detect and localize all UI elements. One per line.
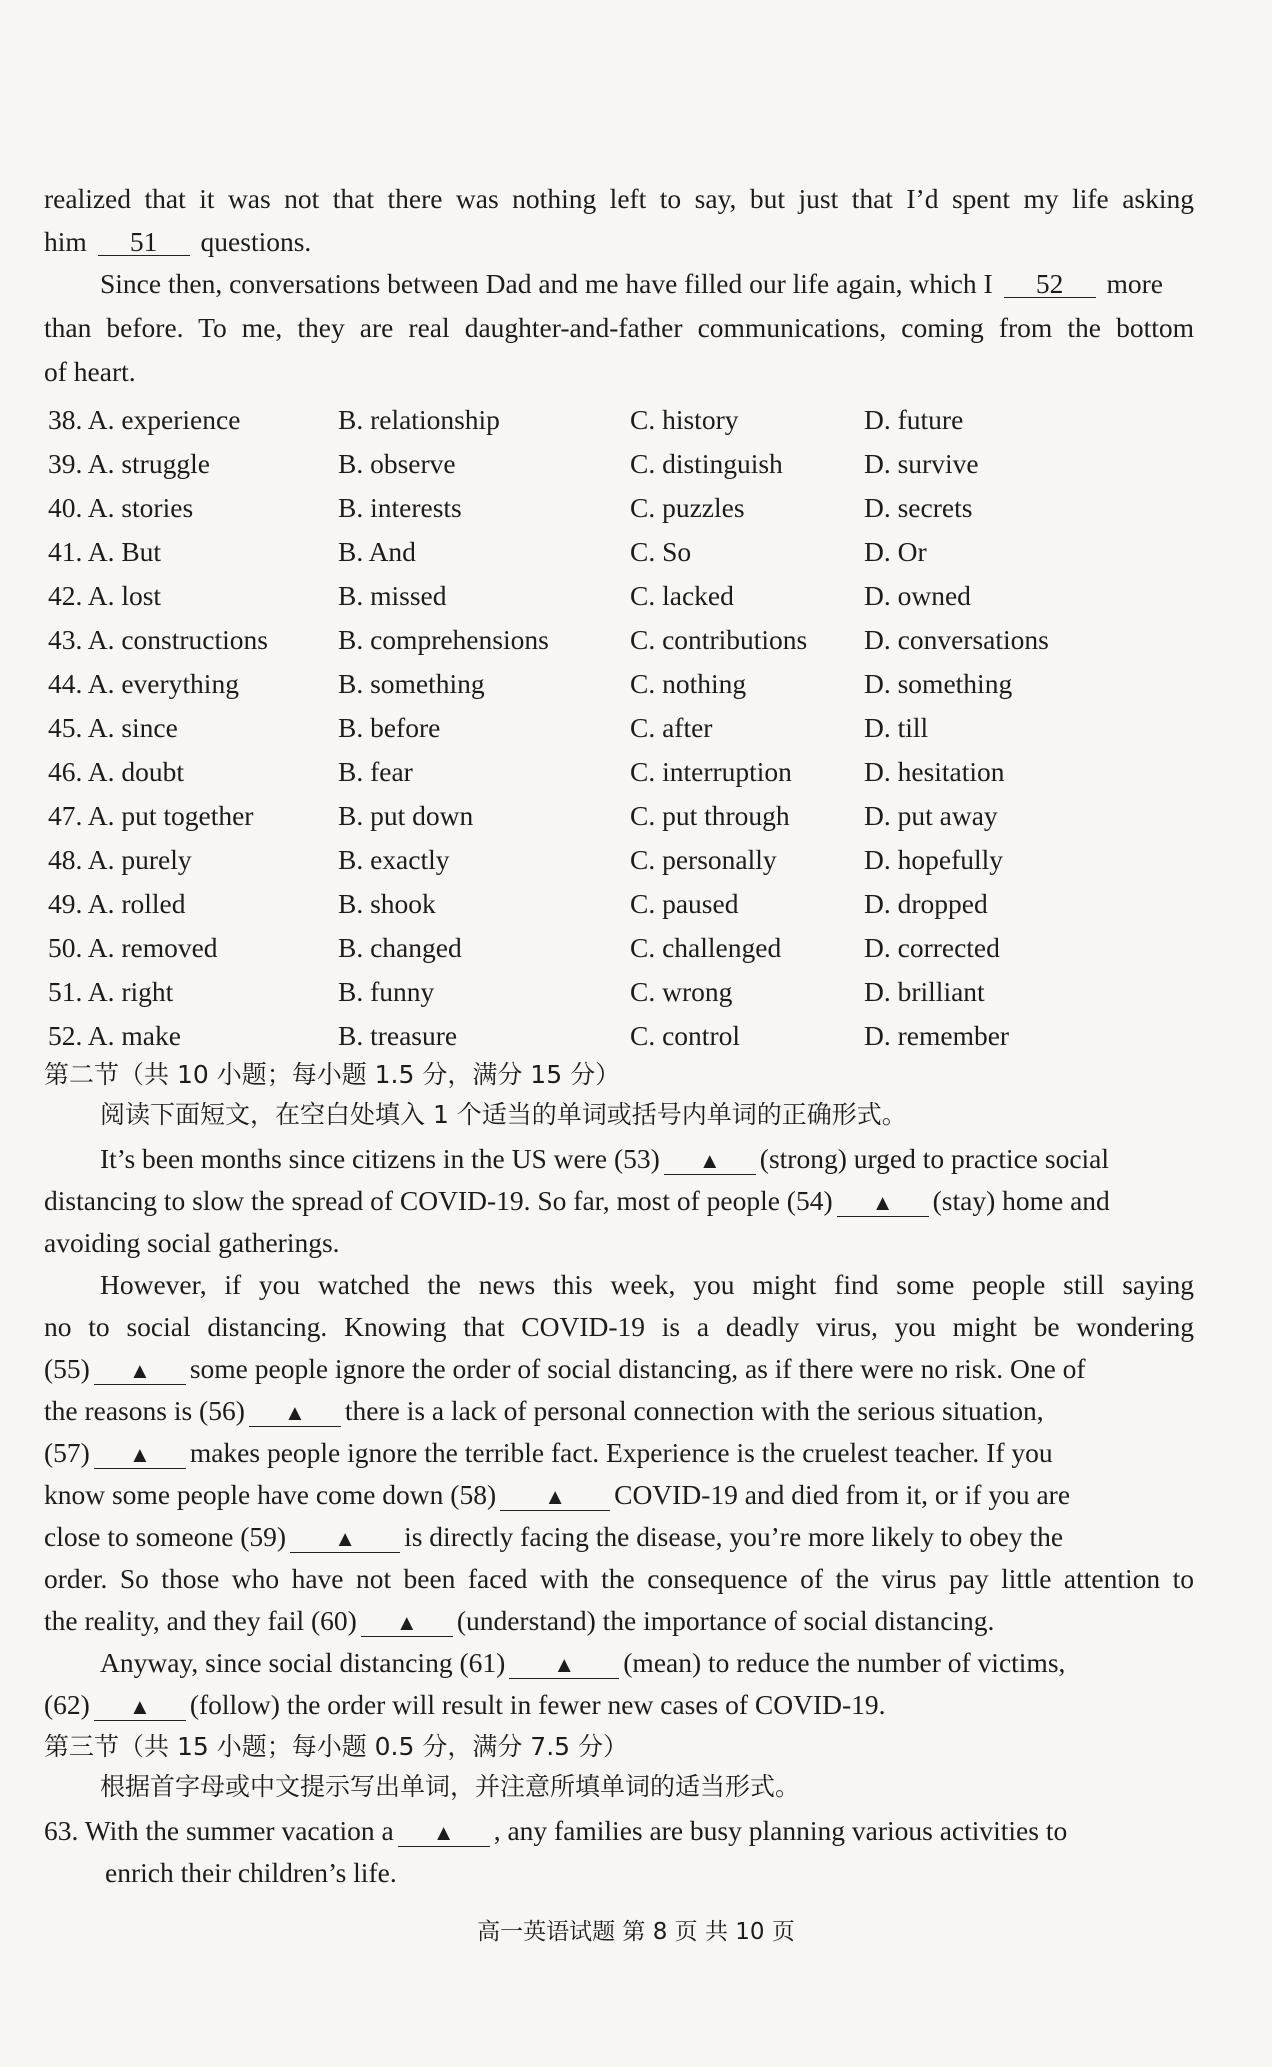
blank-60[interactable]	[361, 1608, 453, 1637]
option-d: D. something	[864, 668, 1013, 699]
triangle-marker: ▲	[698, 1148, 721, 1173]
blank-51[interactable]: 51	[98, 229, 190, 256]
text: questions.	[200, 226, 312, 257]
option-d: D. hesitation	[864, 756, 1005, 787]
option-a: 46. A. doubt	[48, 756, 184, 787]
option-a: 47. A. put together	[48, 800, 254, 831]
s2-p2-line-4	[44, 1393, 1194, 1429]
option-c: C. paused	[630, 888, 739, 919]
s2-p3-line-1	[100, 1645, 1194, 1681]
option-row	[48, 842, 1198, 878]
text: order. So those who have not been faced with the consequence of the virus pay little attention to	[44, 1563, 1194, 1594]
section-2-title: 第二节（共 10 小题；每小题 1.5 分，满分 15 分）	[44, 1060, 621, 1089]
option-c: C. distinguish	[630, 448, 783, 479]
option-d: D. remember	[864, 1020, 1010, 1051]
blank-55[interactable]	[94, 1356, 186, 1385]
blank-62[interactable]	[94, 1692, 186, 1721]
text: (57)	[44, 1437, 90, 1468]
option-a: 44. A. everything	[48, 668, 239, 699]
page-footer: 高一英语试题 第 8 页 共 10 页	[477, 1919, 795, 1945]
option-c: C. interruption	[630, 756, 792, 787]
s2-p1-line-2	[44, 1183, 1194, 1219]
option-b: B. something	[338, 668, 485, 699]
option-row	[48, 754, 1198, 790]
text: (strong) urged to practice social	[759, 1143, 1110, 1174]
triangle-marker: ▲	[432, 1820, 455, 1845]
blank-54[interactable]	[837, 1188, 929, 1217]
option-row	[48, 622, 1198, 658]
option-row	[48, 402, 1198, 438]
triangle-marker: ▲	[553, 1652, 576, 1677]
option-b: B. put down	[338, 800, 474, 831]
option-row	[48, 490, 1198, 526]
triangle-marker: ▲	[871, 1190, 894, 1215]
option-d: D. survive	[864, 448, 979, 479]
text: him	[44, 226, 87, 257]
option-c: C. puzzles	[630, 492, 745, 523]
option-a: 40. A. stories	[48, 492, 194, 523]
triangle-marker: ▲	[395, 1610, 418, 1635]
option-row	[48, 666, 1198, 702]
option-b: B. interests	[338, 492, 462, 523]
q63-line-2: enrich their children’s life.	[105, 1857, 397, 1888]
text: (stay) home and	[932, 1185, 1110, 1216]
text: more	[1106, 268, 1163, 299]
text: the reality, and they fail (60)	[44, 1605, 357, 1636]
option-row	[48, 534, 1198, 570]
option-row	[48, 710, 1198, 746]
text: (follow) the order will result in fewer new cases of COVID-19.	[189, 1689, 886, 1720]
option-d: D. dropped	[864, 888, 988, 919]
option-a: 42. A. lost	[48, 580, 162, 611]
option-a: 45. A. since	[48, 712, 178, 743]
s2-p2-line-6	[44, 1477, 1194, 1513]
triangle-marker: ▲	[128, 1358, 151, 1383]
option-d: D. owned	[864, 580, 971, 611]
section-3-title: 第三节（共 15 小题；每小题 0.5 分，满分 7.5 分）	[44, 1732, 629, 1761]
s2-p2-line-1	[100, 1267, 1194, 1303]
text: some people ignore the order of social distancing, as if there were no risk. One of	[189, 1353, 1086, 1384]
text: (understand) the importance of social distancing.	[456, 1605, 995, 1636]
option-row	[48, 446, 1198, 482]
intro-line-2	[44, 224, 1194, 260]
option-row	[48, 578, 1198, 614]
triangle-marker: ▲	[283, 1400, 306, 1425]
text: than before. To me, they are real daughter-and-father communications, coming from the bottom	[44, 312, 1194, 343]
option-b: B. changed	[338, 932, 462, 963]
option-row	[48, 798, 1198, 834]
option-c: C. So	[630, 536, 692, 567]
text: no to social distancing. Knowing that COVID-19 is a deadly virus, you might be wondering	[44, 1311, 1194, 1342]
triangle-marker: ▲	[128, 1442, 151, 1467]
text: the reasons is (56)	[44, 1395, 245, 1426]
option-a: 38. A. experience	[48, 404, 241, 435]
option-a: 48. A. purely	[48, 844, 192, 875]
q63-line-1	[44, 1813, 1194, 1849]
s2-p1-line-3: avoiding social gatherings.	[44, 1227, 340, 1258]
text: , any families are busy planning various activities to	[493, 1815, 1068, 1846]
s2-p2-line-3	[44, 1351, 1194, 1387]
s2-p3-line-2	[44, 1687, 1194, 1723]
text: COVID-19 and died from it, or if you are	[614, 1479, 1071, 1510]
blank-53[interactable]	[664, 1146, 756, 1175]
option-c: C. after	[630, 712, 713, 743]
s2-p1-line-1	[100, 1141, 1194, 1177]
text: It’s been months since citizens in the US were (53)	[100, 1143, 660, 1174]
option-c: C. control	[630, 1020, 740, 1051]
option-b: B. observe	[338, 448, 456, 479]
option-b: B. And	[338, 536, 416, 567]
blank-59[interactable]	[290, 1524, 400, 1553]
option-a: 41. A. But	[48, 536, 162, 567]
text: there is a lack of personal connection with the serious situation,	[344, 1395, 1044, 1426]
blank-57[interactable]	[94, 1440, 186, 1469]
option-a: 51. A. right	[48, 976, 174, 1007]
option-b: B. comprehensions	[338, 624, 549, 655]
section-2-instruction: 阅读下面短文，在空白处填入 1 个适当的单词或括号内单词的正确形式。	[100, 1100, 907, 1129]
option-c: C. challenged	[630, 932, 782, 963]
option-d: D. Or	[864, 536, 927, 567]
s2-p2-line-2	[44, 1309, 1194, 1345]
intro-line-1	[44, 181, 1194, 217]
option-row	[48, 1018, 1198, 1054]
text: is directly facing the disease, you’re more likely to obey the	[404, 1521, 1064, 1552]
text: close to someone (59)	[44, 1521, 287, 1552]
text: realized that it was not that there was nothing left to say, but just that I’d spent my life asking	[44, 183, 1194, 214]
option-c: C. put through	[630, 800, 790, 831]
text: makes people ignore the terrible fact. Experience is the cruelest teacher. If you	[189, 1437, 1053, 1468]
option-b: B. exactly	[338, 844, 450, 875]
option-b: B. funny	[338, 976, 435, 1007]
text: (mean) to reduce the number of victims,	[623, 1647, 1066, 1678]
text: Since then, conversations between Dad and me have filled our life again, which I	[100, 268, 993, 299]
option-a: 50. A. removed	[48, 932, 218, 963]
triangle-marker: ▲	[128, 1694, 151, 1719]
option-a: 49. A. rolled	[48, 888, 186, 919]
option-c: C. lacked	[630, 580, 734, 611]
intro-line-4	[44, 310, 1194, 346]
s2-p2-line-9	[44, 1603, 1194, 1639]
triangle-marker: ▲	[334, 1526, 356, 1551]
s2-p2-line-5	[44, 1435, 1194, 1471]
option-c: C. wrong	[630, 976, 733, 1007]
text: However, if you watched the news this week, you might find some people still saying	[100, 1269, 1194, 1300]
option-row	[48, 886, 1198, 922]
triangle-marker: ▲	[544, 1484, 566, 1509]
blank-56[interactable]	[249, 1398, 341, 1427]
blank-63[interactable]	[398, 1818, 490, 1847]
option-c: C. contributions	[630, 624, 808, 655]
text: know some people have come down (58)	[44, 1479, 497, 1510]
option-d: D. put away	[864, 800, 998, 831]
text: distancing to slow the spread of COVID-19. So far, most of people (54)	[44, 1185, 833, 1216]
option-d: D. hopefully	[864, 844, 1004, 875]
option-b: B. treasure	[338, 1020, 458, 1051]
blank-52[interactable]: 52	[1004, 271, 1096, 298]
option-d: D. future	[864, 404, 964, 435]
option-d: D. conversations	[864, 624, 1049, 655]
option-a: 52. A. make	[48, 1020, 181, 1051]
option-b: B. fear	[338, 756, 413, 787]
text: (62)	[44, 1689, 90, 1720]
option-d: D. till	[864, 712, 929, 743]
option-c: C. nothing	[630, 668, 747, 699]
s2-p2-line-8	[44, 1561, 1194, 1597]
option-b: B. shook	[338, 888, 436, 919]
option-b: B. before	[338, 712, 441, 743]
option-c: C. history	[630, 404, 739, 435]
intro-line-5	[44, 354, 1194, 390]
text: of heart.	[44, 356, 136, 387]
text: (55)	[44, 1353, 90, 1384]
text: 63. With the summer vacation a	[44, 1815, 394, 1846]
option-d: D. brilliant	[864, 976, 985, 1007]
option-row	[48, 930, 1198, 966]
option-row	[48, 974, 1198, 1010]
section-3-instruction: 根据首字母或中文提示写出单词，并注意所填单词的适当形式。	[100, 1772, 801, 1801]
option-c: C. personally	[630, 844, 777, 875]
option-a: 39. A. struggle	[48, 448, 210, 479]
option-d: D. secrets	[864, 492, 973, 523]
blank-61[interactable]	[509, 1650, 619, 1679]
text: Anyway, since social distancing (61)	[100, 1647, 506, 1678]
option-d: D. corrected	[864, 932, 1000, 963]
option-b: B. missed	[338, 580, 447, 611]
blank-58[interactable]	[500, 1482, 610, 1511]
intro-line-3	[100, 266, 1194, 302]
option-b: B. relationship	[338, 404, 500, 435]
s2-p2-line-7	[44, 1519, 1194, 1555]
option-a: 43. A. constructions	[48, 624, 268, 655]
